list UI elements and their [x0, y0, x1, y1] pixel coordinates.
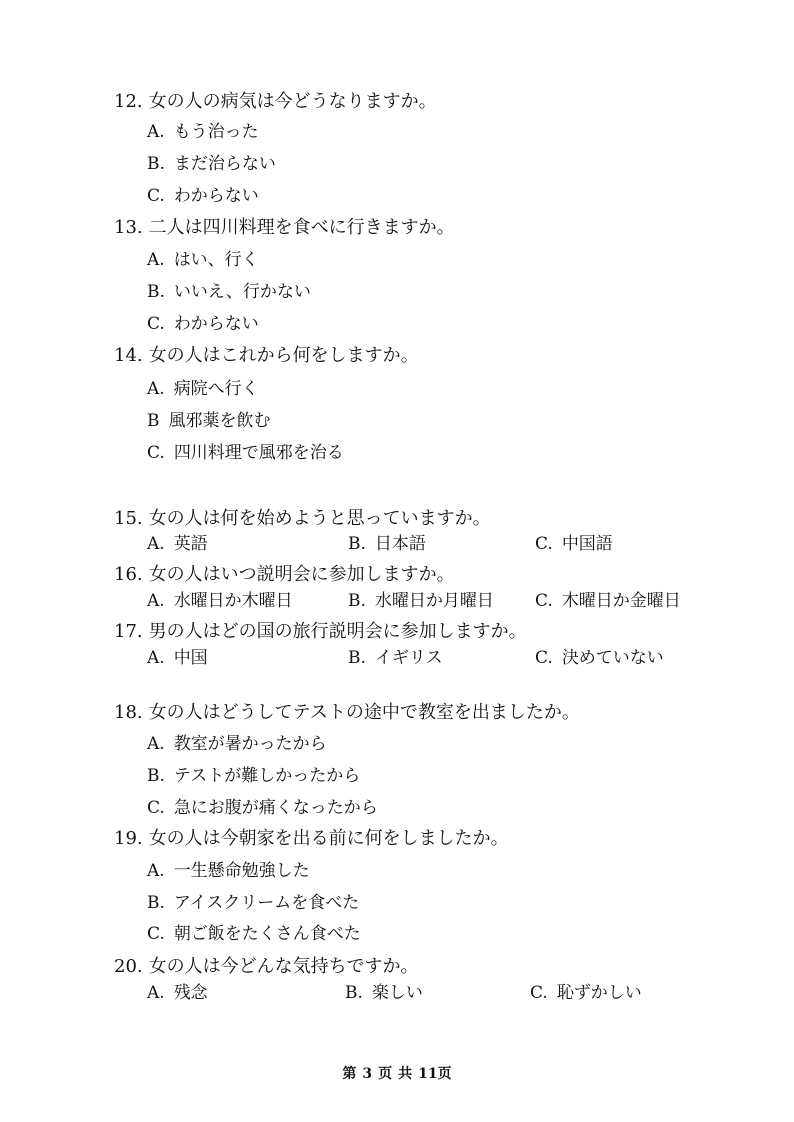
question-17 — [114, 620, 527, 644]
option-20-b: B. 楽しい — [345, 983, 423, 1003]
option-12-a: A. もう治った — [147, 122, 259, 142]
question-number: 12. — [114, 91, 143, 112]
option-16-a: A. 水曜日か木曜日 — [147, 591, 293, 611]
question-15 — [114, 507, 491, 531]
option-19-c: C. 朝ご飯をたくさん食べた — [147, 924, 361, 944]
page-total: 11页 — [418, 1066, 452, 1082]
question-text: 女の人はこれから何をしますか。 — [148, 345, 419, 366]
option-16-b: B. 水曜日か月曜日 — [348, 591, 494, 611]
question-text: 女の人の病気は今どうなりますか。 — [148, 91, 437, 112]
page-number: 3 — [362, 1066, 373, 1082]
option-15-c: C. 中国語 — [535, 534, 613, 554]
question-number: 14. — [114, 345, 143, 366]
question-19 — [114, 827, 509, 851]
option-17-b: B. イギリス — [348, 648, 443, 668]
question-text: 二人は四川料理を食べに行きますか。 — [148, 217, 455, 238]
question-number: 19. — [114, 828, 143, 849]
option-12-c: C. わからない — [147, 186, 259, 206]
question-14 — [114, 344, 419, 368]
option-18-b: B. テストが難しかったから — [147, 766, 361, 786]
question-13 — [114, 216, 455, 240]
option-15-a: A. 英語 — [147, 534, 208, 554]
question-text: 女の人はいつ説明会に参加しますか。 — [148, 564, 455, 585]
question-text: 女の人は何を始めようと思っていますか。 — [148, 508, 491, 529]
option-16-c: C. 木曜日か金曜日 — [535, 591, 681, 611]
question-number: 20. — [114, 956, 143, 977]
option-15-b: B. 日本語 — [348, 534, 426, 554]
question-18 — [114, 701, 580, 725]
option-13-b: B. いいえ、行かない — [147, 282, 311, 302]
option-14-a: A. 病院へ行く — [147, 379, 259, 399]
option-20-c: C. 恥ずかしい — [530, 983, 642, 1003]
option-19-a: A. 一生懸命勉強した — [147, 861, 310, 881]
option-17-c: C. 決めていない — [535, 648, 664, 668]
option-14-b: B 風邪薬を飲む — [147, 411, 271, 431]
question-text: 女の人は今朝家を出る前に何をしましたか。 — [148, 828, 509, 849]
question-16 — [114, 563, 455, 587]
option-18-c: C. 急にお腹が痛くなったから — [147, 798, 378, 818]
question-12 — [114, 90, 437, 114]
question-text: 女の人は今どんな気持ちですか。 — [148, 956, 419, 977]
option-13-c: C. わからない — [147, 314, 259, 334]
question-number: 15. — [114, 508, 143, 529]
option-13-a: A. はい、行く — [147, 250, 259, 270]
question-number: 18. — [114, 702, 143, 723]
question-text: 男の人はどの国の旅行説明会に参加しますか。 — [148, 621, 527, 642]
option-12-b: B. まだ治らない — [147, 154, 276, 174]
option-17-a: A. 中国 — [147, 648, 208, 668]
question-text: 女の人はどうしてテストの途中で教室を出ましたか。 — [148, 702, 580, 723]
question-number: 17. — [114, 621, 143, 642]
option-18-a: A. 教室が暑かったから — [147, 734, 327, 754]
question-20 — [114, 955, 418, 979]
option-19-b: B. アイスクリームを食べた — [147, 893, 360, 913]
option-20-a: A. 残念 — [147, 983, 208, 1003]
option-14-c: C. 四川料理で風邪を治る — [147, 443, 344, 463]
question-number: 16. — [114, 564, 143, 585]
question-number: 13. — [114, 217, 143, 238]
page-footer: 第 3 页 共 11页 — [342, 1066, 452, 1082]
